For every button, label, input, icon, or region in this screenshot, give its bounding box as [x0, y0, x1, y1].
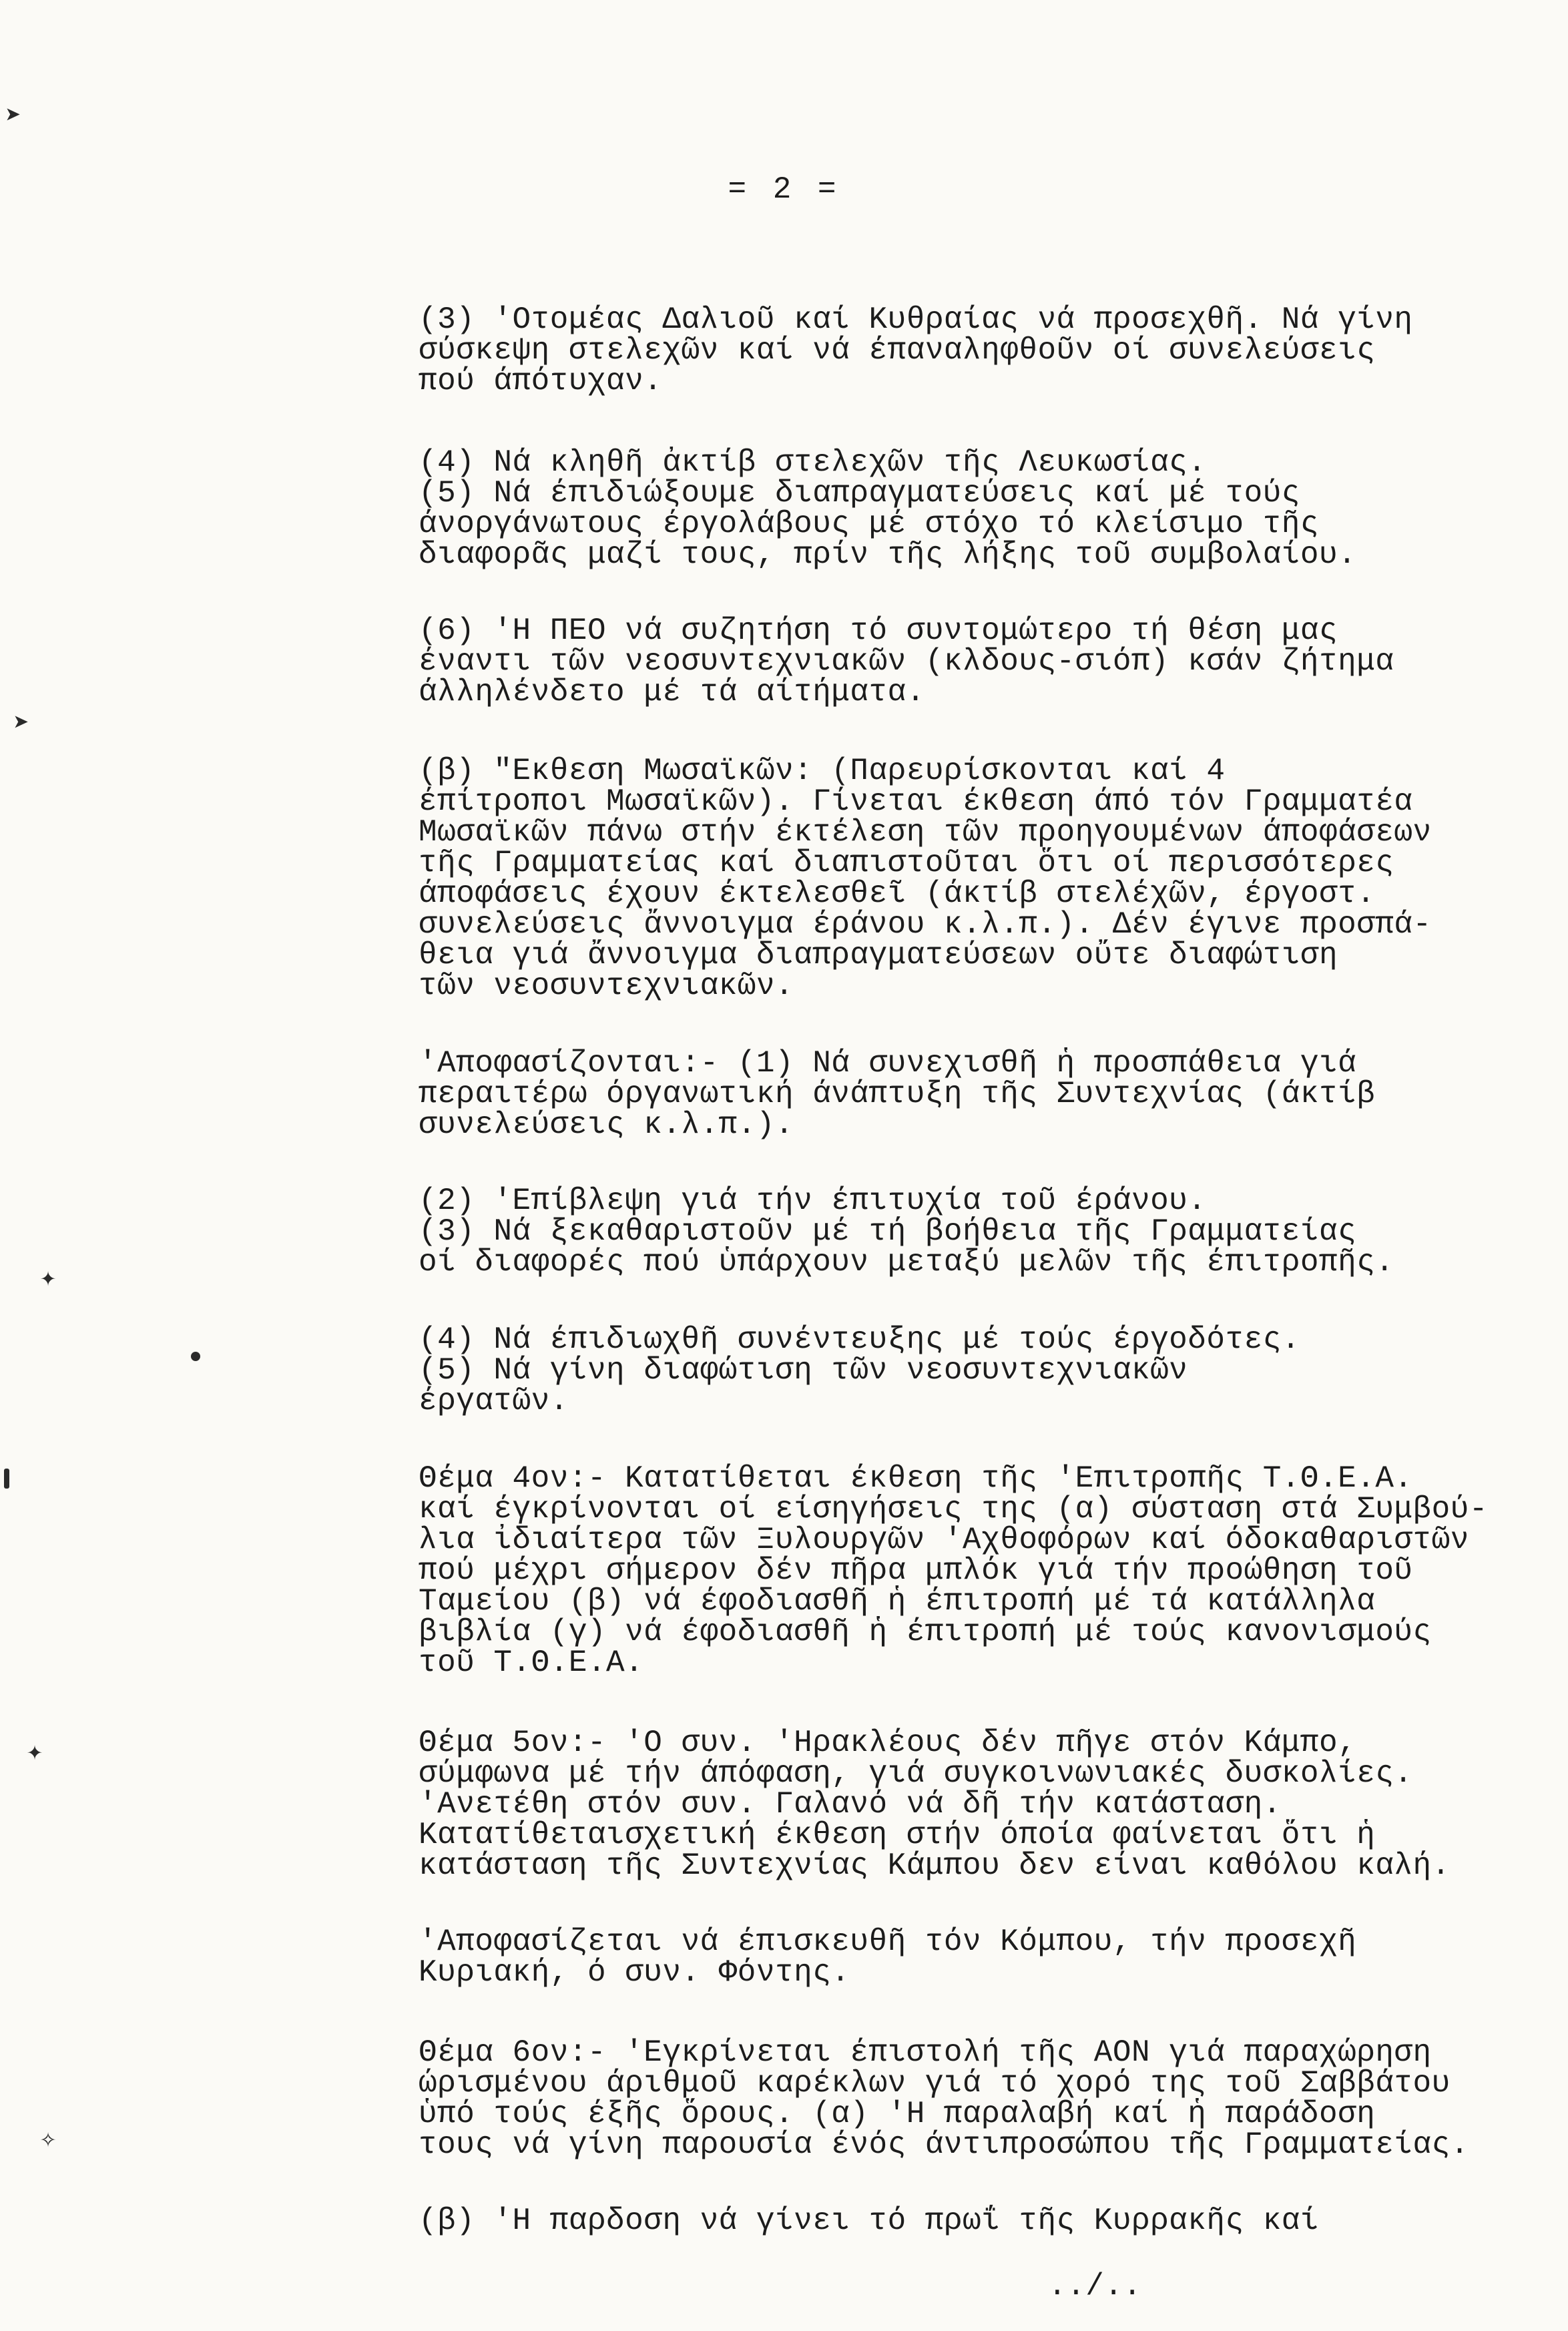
text-line: άλληλένδετο μέ τά αίτήματα. — [419, 675, 925, 710]
text-line: σύμφωνα μέ τήν άπόφαση, γιά συγκοινωνιακές δυσκολίες. — [419, 1756, 1413, 1791]
text-line: περαιτέρω όργανωτική άνάπτυξη τῆς Συντεχνίας (άκτίβ — [419, 1077, 1376, 1111]
text-line: ὑπό τούς έξῆς ὅρους. (α) 'Η παραλαβή καί ἡ παράδοση — [419, 2097, 1376, 2131]
text-line: κατάσταση τῆς Συντεχνίας Κάμπου δεν είναι καθόλου καλή. — [419, 1848, 1451, 1883]
text-line: Θέμα 6ον:- 'Εγκρίνεται έπιστολή τῆς ΑΟΝ γιά παραχώρηση — [419, 2035, 1432, 2070]
text-line: καί έγκρίνονται οί είσηγήσεις της (α) σύσταση στά Συμβού- — [419, 1492, 1488, 1527]
text-line: (3) Νά ξεκαθαριστοῦν μέ τή βοήθεια τῆς Γραμματείας — [419, 1214, 1357, 1249]
text-line: τους νά γίνη παρουσία ένός άντιπροσώπου τῆς Γραμματείας. — [419, 2127, 1469, 2162]
text-line: οί διαφορές πού ὑπάρχουν μεταξύ μελῶν τῆς έπιτροπῆς. — [419, 1245, 1394, 1280]
continuation-mark: ../.. — [1048, 2269, 1142, 2304]
text-line: τῆς Γραμματείας καί διαπιστοῦται ὅτι οί περισσότερες — [419, 846, 1394, 880]
text-line: βιβλία (γ) νά έφοδιασθῆ ἡ έπιτροπή μέ τούς κανονισμούς — [419, 1615, 1432, 1649]
text-line: Κατατίθεταισχετική έκθεση στήν όποία φαίνεται ὅτι ἡ — [419, 1818, 1376, 1852]
text-line: θεια γιά ἄννοιγμα διαπραγματεύσεων οὔτε διαφώτιση — [419, 938, 1338, 973]
text-line: Θέμα 5ον:- 'Ο συν. 'Ηρακλέους δέν πῆγε στόν Κάμπο, — [419, 1726, 1357, 1760]
text-line: τῶν νεοσυντεχνιακῶν. — [419, 969, 794, 1003]
text-line: ώρισμένου άριθμοῦ καρέκλων γιά τό χορό της τοῦ Σαββάτου — [419, 2066, 1451, 2101]
text-line: έναντι τῶν νεοσυντεχνιακῶν (κλδους-σιόπ) κσάν ζήτημα — [419, 644, 1394, 679]
text-line: Μωσαϊκῶν πάνω στήν έκτέλεση τῶν προηγουμένων άποφάσεων — [419, 815, 1432, 850]
page-number: = 2 = — [728, 172, 840, 207]
text-line: Ταμείου (β) νά έφοδιασθῆ ἡ έπιτροπή μέ τά κατάλληλα — [419, 1584, 1376, 1619]
text-line: σύσκεψη στελεχῶν καί νά έπαναληφθοῦν οί συνελεύσεις — [419, 333, 1376, 368]
text-line: Θέμα 4ον:- Κατατίθεται έκθεση τῆς 'Επιτροπῆς Τ.Θ.Ε.Α. — [419, 1461, 1413, 1496]
text-line: 'Αποφασίζονται:- (1) Νά συνεχισθῆ ἡ προσπάθεια γιά — [419, 1046, 1357, 1081]
margin-bird-icon: ✦ — [40, 1264, 57, 1294]
margin-arrow-icon: ➤ — [13, 710, 30, 740]
text-line: πού άπότυχαν. — [419, 364, 663, 399]
text-line: έργατῶν. — [419, 1384, 569, 1418]
text-line: (2) 'Επίβλεψη γιά τήν έπιτυχία τοῦ έράνου. — [419, 1184, 1207, 1218]
text-line: (β) 'Η παρδοση νά γίνει τό πρωΐ τῆς Κυρρακῆς καί — [419, 2204, 1320, 2238]
scan-speck — [191, 1352, 200, 1361]
text-line: (5) Νά γίνη διαφώτιση τῶν νεοσυντεχνιακῶν — [419, 1353, 1188, 1388]
margin-bird-icon: ✦ — [27, 1738, 43, 1768]
text-line: συνελεύσεις ἄννοιγμα έράνου κ.λ.π.). Δέν έγινε προσπά- — [419, 907, 1432, 942]
text-line: (5) Νά έπιδιώξουμε διαπραγματεύσεις καί μέ τούς — [419, 476, 1300, 511]
text-line: (4) Νά έπιδιωχθῆ συνέντευξης μέ τούς έργοδότες. — [419, 1322, 1300, 1357]
text-line: (3) 'Οτομέας Δαλιοῦ καί Κυθραίας νά προσεχθῆ. Νά γίνη — [419, 302, 1413, 337]
margin-bird-icon: ✧ — [40, 2125, 57, 2155]
text-line: άνοργάνωτους έργολάβους μέ στόχο τό κλείσιμο τῆς — [419, 507, 1320, 541]
text-line: συνελεύσεις κ.λ.π.). — [419, 1107, 794, 1142]
text-line: τοῦ Τ.Θ.Ε.Α. — [419, 1645, 644, 1680]
text-line: (6) 'Η ΠΕΟ νά συζητήση τό συντομώτερο τή θέση μας — [419, 613, 1338, 648]
text-line: διαφορᾶς μαζί τους, πρίν τῆς λήξης τοῦ συμβολαίου. — [419, 537, 1357, 572]
text-line: Κυριακή, ό συν. Φόντης. — [419, 1955, 850, 1990]
text-line: 'Αποφασίζεται νά έπισκευθῆ τόν Κόμπου, τήν προσεχῆ — [419, 1924, 1357, 1959]
text-line: έπίτροποι Μωσαϊκῶν). Γίνεται έκθεση άπό τόν Γραμματέα — [419, 784, 1413, 819]
text-line: λια ἰδιαίτερα τῶν Ξυλουργῶν 'Αχθοφόρων καί όδοκαθαριστῶν — [419, 1523, 1469, 1557]
margin-arrow-icon: ➤ — [5, 103, 22, 133]
text-line: (4) Νά κληθῆ ἀκτίβ στελεχῶν τῆς Λευκωσίας. — [419, 445, 1207, 480]
scan-speck — [4, 1469, 9, 1489]
text-line: (β) "Εκθεση Μωσαϊκῶν: (Παρευρίσκονται καί 4 — [419, 754, 1226, 788]
text-line: πού μέχρι σήμερον δέν πῆρα μπλόκ γιά τήν προώθηση τοῦ — [419, 1553, 1413, 1588]
text-line: 'Ανετέθη στόν συν. Γαλανό νά δῆ τήν κατάσταση. — [419, 1787, 1282, 1822]
text-line: άποφάσεις έχουν έκτελεσθεῖ (άκτίβ στελέχῶν, έργοστ. — [419, 876, 1376, 911]
